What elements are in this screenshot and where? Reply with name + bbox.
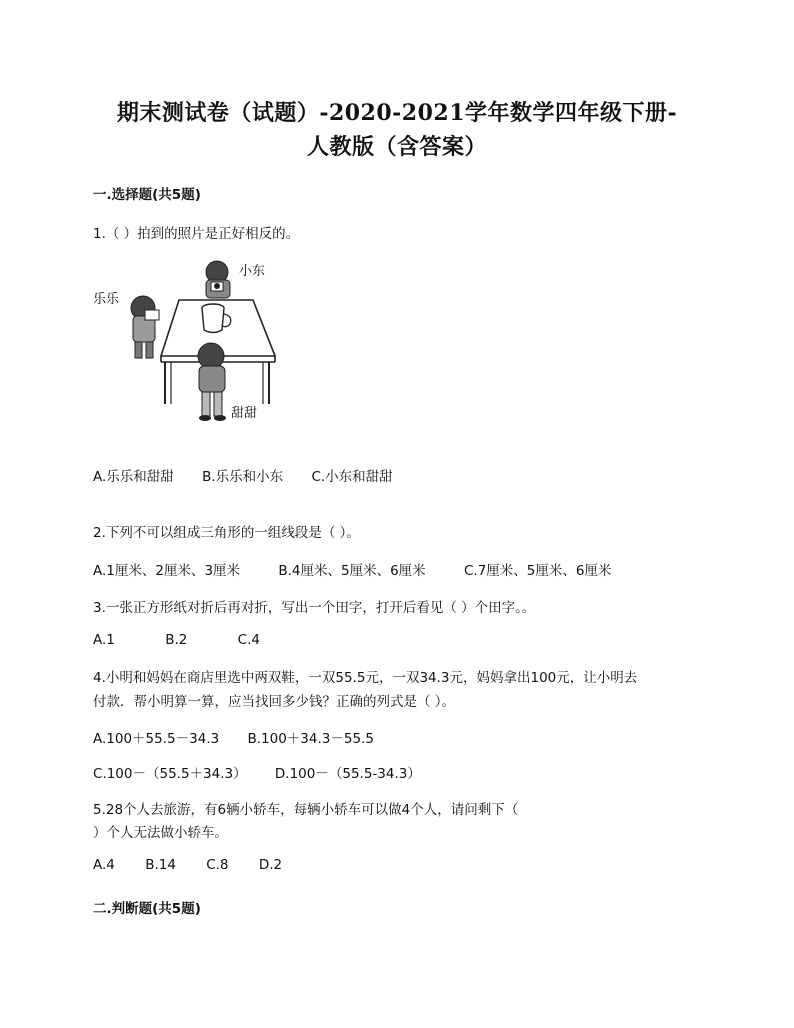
question-1-options <box>93 465 393 485</box>
document-title-line-1: 期末测试卷（试题）-2020-2021学年数学四年级下册- <box>116 100 678 126</box>
option-c: C.100－（55.5＋34.3） <box>93 766 247 782</box>
option-b: B.14 <box>145 857 176 873</box>
option-b: B.2 <box>165 632 188 648</box>
question-5-stem-line-1: 5.28个人去旅游，有6辆小轿车，每辆小轿车可以做4个人，请问剩下（ <box>93 802 519 818</box>
option-c: C.7厘米、5厘米、6厘米 <box>463 563 612 579</box>
label-xiaodong: 小东 <box>239 264 266 279</box>
option-d: D.2 <box>258 857 283 873</box>
option-d: D.100－（55.5-34.3） <box>274 766 421 782</box>
question-4-options-row-2 <box>93 762 421 782</box>
option-a: A.100＋55.5－34.3 <box>93 731 220 747</box>
document-title-line-2: 人教版（含答案） <box>306 134 487 160</box>
question-5-stem-line-2: ）个人无法做小轿车。 <box>93 825 228 841</box>
question-1-illustration <box>93 258 293 430</box>
question-4-options-row-1 <box>93 727 374 747</box>
label-tiantian: 甜甜 <box>231 406 258 421</box>
question-1-stem: 1.（ ）拍到的照片是正好相反的。 <box>93 226 300 242</box>
label-lele: 乐乐 <box>93 292 120 307</box>
option-a: A.乐乐和甜甜 <box>93 469 174 485</box>
option-b: B.4厘米、5厘米、6厘米 <box>278 563 426 579</box>
question-3-stem: 3.一张正方形纸对折后再对折，写出一个田字，打开后看见（ ）个田字。。 <box>93 600 536 616</box>
option-c: C.小东和甜甜 <box>311 469 393 485</box>
option-b: B.100＋34.3－55.5 <box>247 731 374 747</box>
table-scene-illustration <box>93 258 293 430</box>
question-4-stem-line-1: 4.小明和妈妈在商店里选中两双鞋，一双55.5元，一双34.3元，妈妈拿出100元，让小明去 <box>93 670 638 686</box>
option-c: C.8 <box>206 857 229 873</box>
option-a: A.4 <box>93 857 115 873</box>
question-3-options <box>93 632 260 648</box>
option-a: A.1厘米、2厘米、3厘米 <box>93 563 241 579</box>
option-a: A.1 <box>93 632 115 648</box>
option-b: B.乐乐和小东 <box>202 469 284 485</box>
question-4-stem-line-2: 付款．帮小明算一算，应当找回多少钱？正确的列式是（ ）。 <box>93 694 456 710</box>
section-heading-judgement: 二.判断题(共5题) <box>93 901 201 917</box>
section-heading-choice: 一.选择题(共5题) <box>93 187 201 203</box>
question-2-options <box>93 559 611 579</box>
question-5-options <box>93 857 282 873</box>
option-c: C.4 <box>237 632 260 648</box>
question-2-stem: 2.下列不可以组成三角形的一组线段是（ ）。 <box>93 525 360 541</box>
